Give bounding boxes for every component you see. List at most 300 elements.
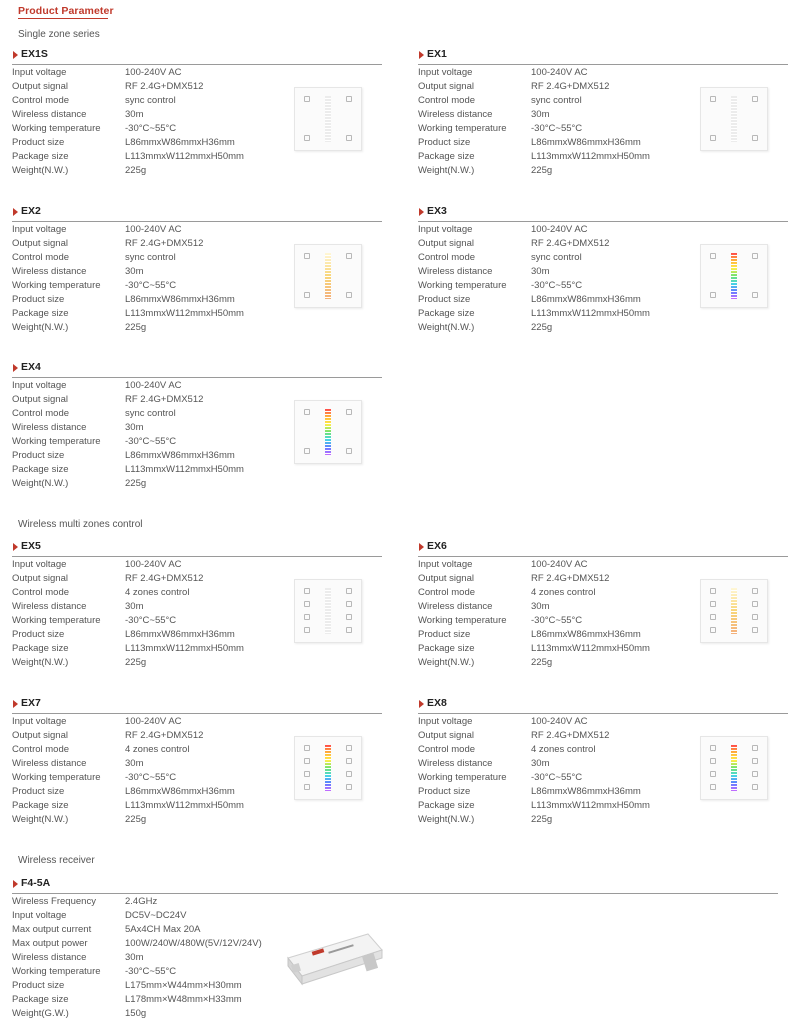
spec-row [418, 558, 788, 572]
spec-value: 5Ax4CH Max 20A [125, 924, 201, 935]
spec-row [12, 379, 382, 393]
spec-value: -30°C~55°C [531, 615, 583, 626]
product-divider [418, 713, 788, 714]
panel-button-icon [304, 771, 310, 777]
spec-row [12, 979, 778, 993]
panel-button-icon [304, 253, 310, 259]
panel-button-icon [752, 96, 758, 102]
spec-value: 100-240V AC [531, 67, 588, 78]
spec-label: Wireless distance [418, 109, 493, 120]
red-arrow-icon [419, 208, 424, 216]
panel-button-icon [710, 758, 716, 764]
spec-value: DC5V~DC24V [125, 910, 187, 921]
spec-row [12, 558, 382, 572]
spec-row [418, 66, 788, 80]
rgbw-4zone-panel-icon [700, 736, 768, 800]
spec-value: L86mmxW86mmxH36mm [125, 137, 235, 148]
panel-button-icon [304, 448, 310, 454]
product-name: EX2 [21, 205, 41, 217]
spec-value: -30°C~55°C [125, 966, 177, 977]
panel-button-icon [304, 758, 310, 764]
spec-value: sync control [125, 95, 176, 106]
panel-button-icon [752, 601, 758, 607]
product-name: EX7 [21, 697, 41, 709]
spec-value: RF 2.4G+DMX512 [125, 81, 204, 92]
spec-row [12, 923, 778, 937]
spec-label: Output signal [12, 730, 68, 741]
spec-label: Control mode [12, 408, 70, 419]
spec-value: RF 2.4G+DMX512 [125, 573, 204, 584]
cct-4zone-panel-icon [700, 579, 768, 643]
spec-value: -30°C~55°C [531, 123, 583, 134]
panel-button-icon [710, 784, 716, 790]
product-divider [12, 377, 382, 378]
panel-button-icon [304, 96, 310, 102]
product-name: F4-5A [21, 877, 51, 889]
product-divider [418, 556, 788, 557]
spec-value: 100W/240W/480W(5V/12V/24V) [125, 938, 262, 949]
spec-label: Weight(N.W.) [12, 322, 69, 333]
spec-value: 225g [125, 657, 147, 668]
cct-dimmer-panel-icon [294, 244, 362, 308]
spec-value: 100-240V AC [531, 716, 588, 727]
red-arrow-icon [13, 880, 18, 888]
spec-label: Wireless distance [418, 266, 493, 277]
spec-value: L86mmxW86mmxH36mm [531, 786, 641, 797]
white-dimmer-panel-icon [294, 87, 362, 151]
spec-label: Product size [418, 137, 471, 148]
spec-value: 225g [125, 165, 147, 176]
spec-label: Package size [12, 800, 69, 811]
panel-button-icon [710, 96, 716, 102]
spec-label: Package size [12, 464, 69, 475]
product-divider [12, 556, 382, 557]
panel-button-icon [710, 771, 716, 777]
product-name: EX6 [427, 540, 447, 552]
spec-value: 30m [125, 952, 144, 963]
spec-value: sync control [125, 408, 176, 419]
spec-label: Working temperature [418, 280, 507, 291]
panel-button-icon [346, 96, 352, 102]
panel-button-icon [710, 135, 716, 141]
panel-button-icon [710, 745, 716, 751]
spec-label: Input voltage [12, 224, 67, 235]
panel-button-icon [752, 784, 758, 790]
touch-slider-icon [731, 588, 737, 634]
product-header [12, 697, 382, 711]
spec-label: Control mode [418, 252, 476, 263]
section-label-multi-zone: Wireless multi zones control [18, 519, 143, 530]
spec-value: 100-240V AC [125, 380, 182, 391]
spec-label: Product size [418, 629, 471, 640]
spec-label: Input voltage [418, 67, 473, 78]
panel-button-icon [346, 409, 352, 415]
receiver-spec-table [12, 895, 778, 1021]
spec-label: Wireless distance [12, 266, 87, 277]
spec-row [12, 223, 382, 237]
product-name: EX1S [21, 48, 48, 60]
section-label-receiver: Wireless receiver [18, 855, 95, 866]
spec-row [12, 895, 778, 909]
panel-button-icon [304, 409, 310, 415]
panel-button-icon [710, 627, 716, 633]
spec-value: 2.4GHz [125, 896, 158, 907]
spec-label: Output signal [418, 573, 474, 584]
spec-label: Output signal [418, 238, 474, 249]
panel-button-icon [346, 614, 352, 620]
spec-label: Product size [12, 786, 65, 797]
spec-value: RF 2.4G+DMX512 [531, 573, 610, 584]
product-block-receiver [12, 877, 778, 1021]
touch-slider-icon [325, 745, 331, 791]
spec-label: Input voltage [12, 716, 67, 727]
touch-slider-icon [325, 409, 331, 455]
product-divider [12, 221, 382, 222]
panel-button-icon [710, 614, 716, 620]
spec-label: Weight(N.W.) [418, 814, 475, 825]
spec-row [12, 715, 382, 729]
panel-button-icon [752, 292, 758, 298]
section-label-single-zone: Single zone series [18, 29, 100, 40]
product-block-ex1s [12, 48, 382, 178]
spec-value: 30m [125, 758, 144, 769]
spec-value: -30°C~55°C [125, 123, 177, 134]
spec-value: L113mmxW112mmxH50mm [531, 308, 650, 319]
spec-label: Output signal [12, 81, 68, 92]
white-4zone-panel-icon [294, 579, 362, 643]
spec-label: Input voltage [12, 910, 67, 921]
spec-label: Working temperature [418, 123, 507, 134]
spec-value: 4 zones control [531, 744, 596, 755]
spec-value: L113mmxW112mmxH50mm [125, 643, 244, 654]
spec-row [12, 321, 382, 335]
spec-label: Wireless Frequency [12, 896, 96, 907]
panel-button-icon [346, 448, 352, 454]
spec-label: Working temperature [12, 966, 101, 977]
spec-value: 225g [531, 814, 553, 825]
touch-slider-icon [731, 253, 737, 299]
rgbw-dimmer-panel-icon [294, 400, 362, 464]
spec-value: L113mmxW112mmxH50mm [531, 800, 650, 811]
spec-value: 4 zones control [531, 587, 596, 598]
spec-label: Output signal [12, 573, 68, 584]
spec-value: -30°C~55°C [125, 436, 177, 447]
spec-value: 30m [125, 601, 144, 612]
product-header [12, 877, 778, 891]
spec-row [418, 799, 788, 813]
spec-label: Weight(N.W.) [12, 814, 69, 825]
spec-row [418, 223, 788, 237]
spec-label: Output signal [12, 394, 68, 405]
spec-label: Input voltage [12, 380, 67, 391]
spec-label: Weight(N.W.) [12, 165, 69, 176]
spec-row [418, 715, 788, 729]
red-arrow-icon [13, 51, 18, 59]
spec-value: 100-240V AC [125, 716, 182, 727]
panel-button-icon [752, 614, 758, 620]
spec-value: -30°C~55°C [125, 615, 177, 626]
product-block-ex8 [418, 697, 788, 827]
spec-value: 225g [531, 322, 553, 333]
spec-value: 100-240V AC [531, 224, 588, 235]
spec-value: L86mmxW86mmxH36mm [125, 629, 235, 640]
spec-row [12, 799, 382, 813]
panel-button-icon [304, 135, 310, 141]
spec-label: Package size [418, 643, 475, 654]
spec-label: Output signal [12, 238, 68, 249]
spec-value: L86mmxW86mmxH36mm [531, 629, 641, 640]
panel-button-icon [346, 588, 352, 594]
spec-row [12, 993, 778, 1007]
panel-button-icon [710, 253, 716, 259]
spec-label: Input voltage [418, 716, 473, 727]
panel-button-icon [752, 588, 758, 594]
spec-label: Product size [418, 786, 471, 797]
panel-button-icon [304, 292, 310, 298]
product-name: EX8 [427, 697, 447, 709]
spec-label: Product size [12, 294, 65, 305]
spec-value: L113mmxW112mmxH50mm [125, 151, 244, 162]
product-block-ex1 [418, 48, 788, 178]
spec-value: RF 2.4G+DMX512 [531, 81, 610, 92]
spec-row [12, 656, 382, 670]
spec-value: RF 2.4G+DMX512 [531, 730, 610, 741]
spec-label: Output signal [418, 81, 474, 92]
spec-value: -30°C~55°C [125, 772, 177, 783]
spec-row [418, 813, 788, 827]
product-divider [418, 64, 788, 65]
spec-value: 4 zones control [125, 587, 190, 598]
spec-value: 30m [531, 266, 550, 277]
spec-row [418, 164, 788, 178]
spec-value: 30m [531, 758, 550, 769]
product-header [12, 540, 382, 554]
spec-value: -30°C~55°C [531, 772, 583, 783]
red-arrow-icon [419, 700, 424, 708]
rgb-dimmer-panel-icon [700, 244, 768, 308]
product-divider [418, 221, 788, 222]
spec-label: Package size [418, 800, 475, 811]
spec-value: -30°C~55°C [531, 280, 583, 291]
product-header [418, 48, 788, 62]
spec-value: 100-240V AC [125, 67, 182, 78]
spec-value: RF 2.4G+DMX512 [125, 730, 204, 741]
spec-label: Output signal [418, 730, 474, 741]
spec-value: RF 2.4G+DMX512 [125, 394, 204, 405]
panel-button-icon [752, 627, 758, 633]
panel-button-icon [710, 601, 716, 607]
spec-label: Working temperature [12, 280, 101, 291]
product-divider [12, 713, 382, 714]
product-block-ex3 [418, 205, 788, 335]
product-header [12, 48, 382, 62]
spec-label: Working temperature [12, 772, 101, 783]
panel-button-icon [304, 745, 310, 751]
spec-label: Product size [12, 629, 65, 640]
product-header [418, 697, 788, 711]
spec-row [12, 951, 778, 965]
spec-row [12, 1007, 778, 1021]
spec-label: Package size [418, 151, 475, 162]
panel-button-icon [752, 135, 758, 141]
panel-button-icon [304, 627, 310, 633]
spec-value: L113mmxW112mmxH50mm [125, 464, 244, 475]
spec-value: L175mm×W44mm×H30mm [125, 980, 242, 991]
spec-label: Package size [12, 994, 69, 1005]
red-arrow-icon [13, 543, 18, 551]
spec-value: 30m [125, 422, 144, 433]
touch-slider-icon [325, 96, 331, 142]
panel-button-icon [346, 784, 352, 790]
white-dimmer-panel-icon [700, 87, 768, 151]
spec-value: 30m [531, 109, 550, 120]
product-name: EX4 [21, 361, 41, 373]
red-arrow-icon [419, 543, 424, 551]
spec-label: Input voltage [12, 559, 67, 570]
page-title: Product Parameter [18, 5, 114, 17]
touch-slider-icon [325, 253, 331, 299]
spec-label: Weight(G.W.) [12, 1008, 69, 1019]
panel-button-icon [346, 771, 352, 777]
spec-label: Wireless distance [418, 758, 493, 769]
spec-row [12, 477, 382, 491]
spec-value: -30°C~55°C [125, 280, 177, 291]
spec-value: sync control [531, 252, 582, 263]
panel-button-icon [304, 588, 310, 594]
spec-value: L178mm×W48mm×H33mm [125, 994, 242, 1005]
spec-label: Weight(N.W.) [12, 478, 69, 489]
spec-value: 100-240V AC [531, 559, 588, 570]
panel-button-icon [346, 253, 352, 259]
spec-value: 100-240V AC [125, 224, 182, 235]
spec-label: Control mode [12, 587, 70, 598]
spec-row [12, 642, 382, 656]
spec-row [12, 66, 382, 80]
spec-value: L113mmxW112mmxH50mm [125, 308, 244, 319]
spec-label: Max output power [12, 938, 88, 949]
title-underline [18, 18, 108, 19]
spec-row [12, 909, 778, 923]
spec-row [12, 150, 382, 164]
spec-value: RF 2.4G+DMX512 [125, 238, 204, 249]
panel-button-icon [304, 601, 310, 607]
spec-value: RF 2.4G+DMX512 [531, 238, 610, 249]
spec-label: Working temperature [12, 615, 101, 626]
spec-label: Max output current [12, 924, 92, 935]
product-block-ex6 [418, 540, 788, 670]
spec-value: 150g [125, 1008, 147, 1019]
spec-label: Input voltage [12, 67, 67, 78]
product-name: EX3 [427, 205, 447, 217]
panel-button-icon [346, 745, 352, 751]
spec-value: 225g [125, 322, 147, 333]
spec-label: Wireless distance [12, 601, 87, 612]
panel-button-icon [304, 614, 310, 620]
spec-row [418, 307, 788, 321]
spec-label: Control mode [418, 744, 476, 755]
spec-label: Package size [12, 151, 69, 162]
spec-label: Weight(N.W.) [418, 657, 475, 668]
spec-value: L86mmxW86mmxH36mm [531, 294, 641, 305]
product-divider [12, 64, 382, 65]
spec-label: Working temperature [12, 436, 101, 447]
spec-label: Package size [418, 308, 475, 319]
rgb-4zone-panel-icon [294, 736, 362, 800]
spec-value: 30m [125, 266, 144, 277]
spec-row [418, 642, 788, 656]
product-block-ex4 [12, 361, 382, 491]
spec-label: Product size [12, 450, 65, 461]
spec-label: Wireless distance [12, 422, 87, 433]
spec-label: Weight(N.W.) [12, 657, 69, 668]
spec-label: Product size [418, 294, 471, 305]
spec-row [12, 937, 778, 951]
spec-value: 225g [531, 165, 553, 176]
spec-row [12, 307, 382, 321]
spec-value: L86mmxW86mmxH36mm [125, 294, 235, 305]
spec-row [418, 656, 788, 670]
spec-value: 30m [125, 109, 144, 120]
spec-label: Control mode [418, 95, 476, 106]
product-block-ex5 [12, 540, 382, 670]
product-divider [12, 893, 778, 894]
spec-value: 225g [531, 657, 553, 668]
spec-label: Input voltage [418, 224, 473, 235]
spec-label: Wireless distance [12, 758, 87, 769]
spec-row [12, 813, 382, 827]
panel-button-icon [710, 588, 716, 594]
spec-value: L86mmxW86mmxH36mm [125, 786, 235, 797]
touch-slider-icon [325, 588, 331, 634]
spec-label: Package size [12, 643, 69, 654]
spec-value: 225g [125, 478, 147, 489]
product-block-ex7 [12, 697, 382, 827]
spec-label: Control mode [12, 95, 70, 106]
spec-label: Working temperature [12, 123, 101, 134]
spec-value: sync control [531, 95, 582, 106]
touch-slider-icon [731, 96, 737, 142]
product-name: EX1 [427, 48, 447, 60]
spec-row [12, 164, 382, 178]
panel-button-icon [346, 292, 352, 298]
red-arrow-icon [13, 364, 18, 372]
spec-value: L113mmxW112mmxH50mm [125, 800, 244, 811]
spec-label: Package size [12, 308, 69, 319]
red-arrow-icon [419, 51, 424, 59]
spec-value: L113mmxW112mmxH50mm [531, 643, 650, 654]
product-block-ex2 [12, 205, 382, 335]
panel-button-icon [346, 601, 352, 607]
panel-button-icon [346, 135, 352, 141]
product-header [12, 205, 382, 219]
spec-label: Weight(N.W.) [418, 322, 475, 333]
panel-button-icon [710, 292, 716, 298]
panel-button-icon [346, 758, 352, 764]
spec-row [12, 463, 382, 477]
spec-label: Working temperature [418, 615, 507, 626]
product-header [418, 540, 788, 554]
panel-button-icon [304, 784, 310, 790]
spec-value: L86mmxW86mmxH36mm [125, 450, 235, 461]
spec-row [418, 150, 788, 164]
product-header [418, 205, 788, 219]
touch-slider-icon [731, 745, 737, 791]
spec-label: Product size [12, 137, 65, 148]
red-arrow-icon [13, 208, 18, 216]
spec-label: Wireless distance [12, 109, 87, 120]
spec-value: L113mmxW112mmxH50mm [531, 151, 650, 162]
panel-button-icon [752, 771, 758, 777]
